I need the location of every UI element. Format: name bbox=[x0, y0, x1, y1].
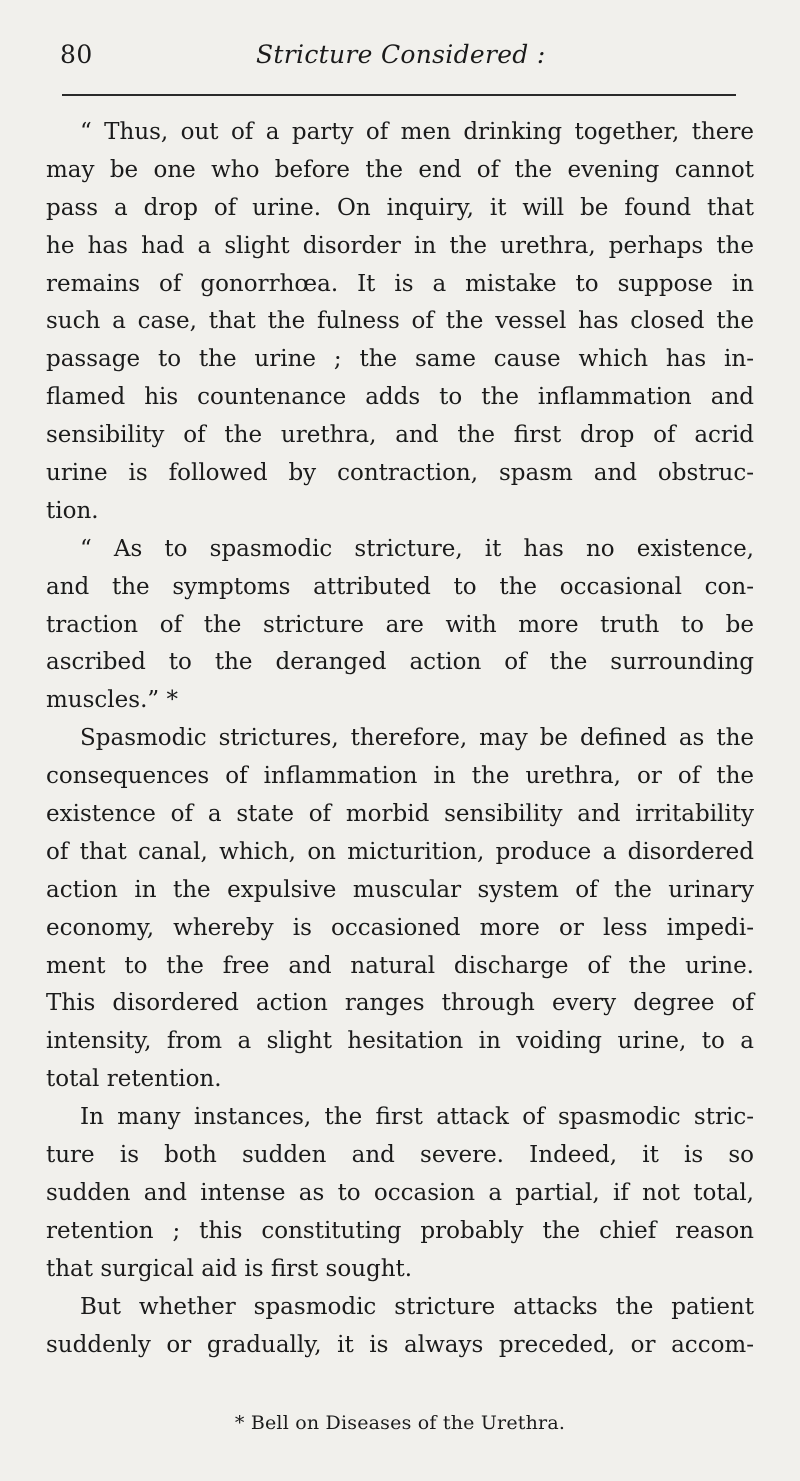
body-text bbox=[46, 114, 754, 1364]
footnote: * Bell on Diseases of the Urethra. bbox=[234, 1412, 566, 1434]
text-line: ascribed to the deranged action of the surrounding bbox=[46, 649, 754, 676]
text-line: suddenly or gradually, it is always preceded, or accom- bbox=[46, 1331, 754, 1358]
text-line: of that canal, which, on micturition, produce a disordered bbox=[46, 838, 754, 865]
text-line: In many instances, the first attack of spasmodic stric- bbox=[80, 1104, 754, 1131]
text-line: pass a drop of urine. On inquiry, it will be found that bbox=[46, 194, 754, 221]
text-line: retention ; this constituting probably the chief reason bbox=[46, 1217, 754, 1244]
text-line: traction of the stricture are with more truth to be bbox=[46, 611, 754, 638]
text-line: total retention. bbox=[46, 1066, 222, 1093]
text-line: intensity, from a slight hesitation in voiding urine, to a bbox=[46, 1028, 754, 1055]
text-line: remains of gonorrhœa. It is a mistake to suppose in bbox=[46, 270, 754, 297]
text-line: tion. bbox=[46, 497, 99, 524]
text-line: existence of a state of morbid sensibility and irritability bbox=[46, 801, 754, 828]
text-line: economy, whereby is occasioned more or less impedi- bbox=[46, 914, 754, 941]
text-line: action in the expulsive muscular system of the urinary bbox=[46, 876, 754, 903]
text-line: and the symptoms attributed to the occasional con- bbox=[46, 573, 754, 600]
text-line: he has had a slight disorder in the urethra, perhaps the bbox=[46, 232, 754, 259]
text-line: urine is followed by contraction, spasm and obstruc- bbox=[46, 460, 754, 487]
text-line: such a case, that the fulness of the vessel has closed the bbox=[46, 308, 754, 335]
text-line: sensibility of the urethra, and the first drop of acrid bbox=[46, 422, 754, 449]
text-line: flamed his countenance adds to the inflammation and bbox=[46, 384, 754, 411]
text-line: passage to the urine ; the same cause which has in- bbox=[46, 346, 754, 373]
page-number: 80 bbox=[60, 40, 93, 69]
text-line: ture is both sudden and severe. Indeed, it is so bbox=[46, 1142, 754, 1169]
text-line: that surgical aid is first sought. bbox=[46, 1255, 413, 1282]
text-line: sudden and intense as to occasion a partial, if not total, bbox=[46, 1179, 754, 1206]
text-line: ment to the free and natural discharge of the urine. bbox=[46, 952, 754, 979]
page-header bbox=[56, 40, 746, 76]
text-line: “ Thus, out of a party of men drinking together, there bbox=[80, 119, 754, 145]
text-line: consequences of inflammation in the urethra, or of the bbox=[46, 763, 754, 790]
text-line: This disordered action ranges through every degree of bbox=[46, 990, 754, 1017]
text-line: may be one who before the end of the evening cannot bbox=[46, 156, 754, 183]
text-line: Spasmodic strictures, therefore, may be defined as the bbox=[80, 725, 754, 752]
text-line: muscles.” * bbox=[46, 687, 178, 714]
header-rule bbox=[62, 94, 736, 96]
text-line: But whether spasmodic stricture attacks the patient bbox=[80, 1293, 754, 1320]
text-line: “ As to spasmodic stricture, it has no existence, bbox=[80, 535, 754, 562]
running-title: Stricture Considered : bbox=[256, 40, 546, 69]
